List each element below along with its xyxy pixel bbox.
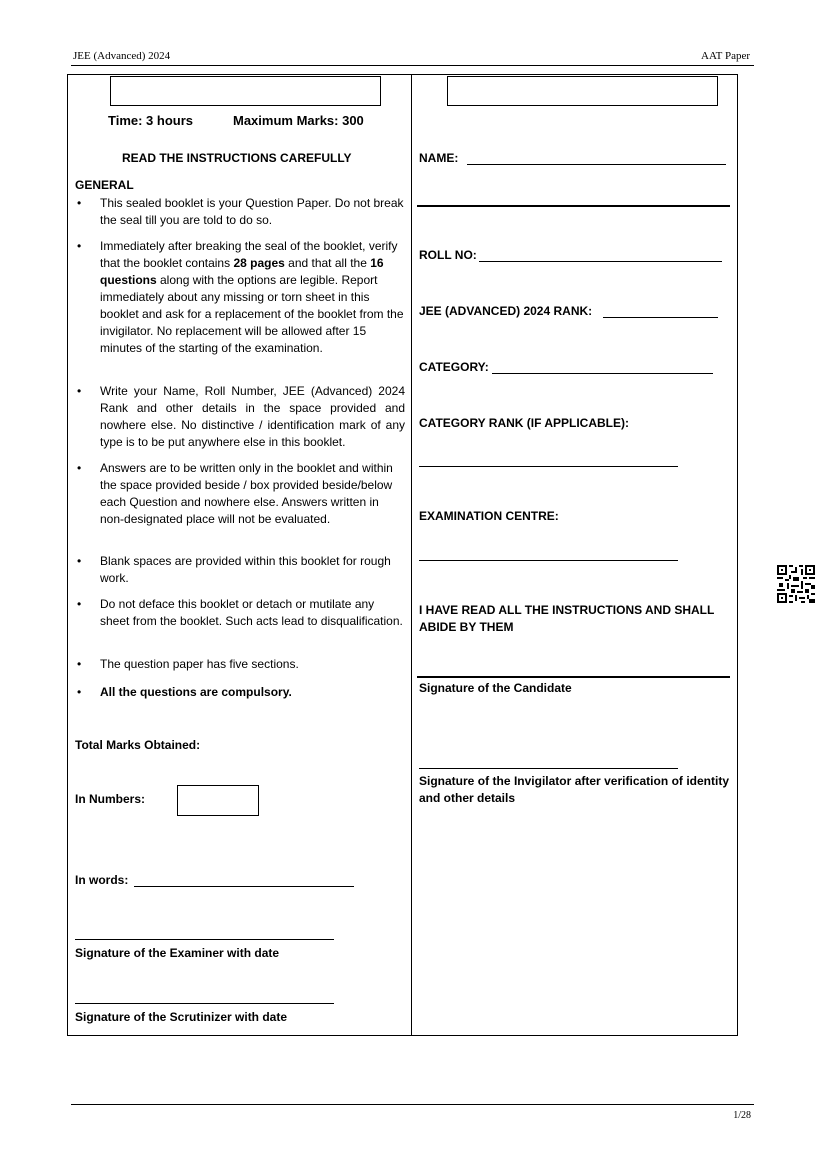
max-marks-label: Maximum Marks: 300 (233, 113, 364, 128)
bullet-marker: • (77, 384, 82, 398)
roll-no-label: ROLL NO: (419, 248, 477, 262)
instruction-2 (100, 238, 405, 357)
instruction-2-part-c: along with the options are legible. Report immediately about any missing or torn sheet in this booklet and ask for a replacement of the booklet from the invigilator. No replacement will be allowed after 15 minutes of the starting of the examination. (100, 273, 404, 355)
instruction-2-questions: 16 questions (100, 256, 384, 287)
declaration-text: I HAVE READ ALL THE INSTRUCTIONS AND SHALL ABIDE BY THEM (419, 603, 715, 634)
column-divider (411, 74, 412, 1035)
name-label: NAME: (419, 151, 459, 165)
instruction-1: This sealed booklet is your Question Paper. Do not break the seal till you are told to do so. (100, 196, 404, 227)
footer-rule (71, 1104, 754, 1105)
category-line[interactable] (492, 373, 713, 374)
instruction-2-part-a: Immediately after breaking the seal of the booklet, verify that the booklet contains (100, 239, 398, 270)
candidate-signature-line[interactable] (417, 676, 730, 678)
bullet-marker: • (77, 239, 82, 253)
instruction-5: Blank spaces are provided within this booklet for rough work. (100, 554, 391, 585)
paper-code-box[interactable] (110, 76, 381, 106)
in-numbers-label: In Numbers: (75, 792, 146, 806)
instruction-4: Answers are to be written only in the booklet and within the space provided beside / box provided beside/below each Question and nowhere else. Answers written in non-designated place will not be evaluated. (100, 461, 393, 526)
total-marks-label: Total Marks Obtained: (75, 738, 201, 752)
invigilator-signature-line[interactable] (419, 768, 678, 769)
category-rank-label: CATEGORY RANK (IF APPLICABLE): (419, 416, 629, 430)
general-heading: GENERAL (75, 178, 134, 192)
category-label: CATEGORY: (419, 360, 489, 374)
page-number: 1/28 (733, 1110, 751, 1121)
roll-no-line[interactable] (479, 261, 722, 262)
roll-number-box[interactable] (447, 76, 718, 106)
exam-centre-label: EXAMINATION CENTRE: (419, 509, 559, 523)
instruction-7: The question paper has five sections. (100, 657, 299, 671)
bullet-marker: • (77, 597, 82, 611)
instruction-2-part-b: and that all the (284, 256, 371, 270)
name-line-2[interactable] (417, 205, 730, 207)
exam-centre-line[interactable] (419, 560, 678, 561)
header-rule (71, 65, 754, 66)
bullet-marker: • (77, 657, 82, 671)
rank-label: JEE (ADVANCED) 2024 RANK: (419, 304, 593, 318)
header-right: AAT Paper (701, 50, 750, 62)
instruction-3: Write your Name, Roll Number, JEE (Advanced) 2024 Rank and other details in the space provided and nowhere else. No distinctive / identification mark of any type is to be put anywhere else in this booklet. (100, 384, 405, 449)
qr-code-icon (777, 565, 815, 603)
read-instructions-heading: READ THE INSTRUCTIONS CAREFULLY (122, 151, 352, 165)
time-label: Time: 3 hours (108, 113, 194, 128)
name-line[interactable] (467, 164, 726, 165)
bullet-marker: • (77, 554, 82, 568)
bullet-marker: • (77, 196, 82, 210)
header-left: JEE (Advanced) 2024 (73, 50, 171, 62)
in-words-label: In words: (75, 873, 129, 887)
candidate-signature-label: Signature of the Candidate (419, 681, 572, 695)
bullet-marker: • (77, 685, 82, 699)
rank-line[interactable] (603, 317, 718, 318)
category-rank-line[interactable] (419, 466, 678, 467)
instruction-2-pages: 28 pages (233, 256, 285, 270)
examiner-signature-line[interactable] (75, 939, 334, 940)
scrutinizer-signature-label: Signature of the Scrutinizer with date (75, 1010, 288, 1024)
instruction-6: Do not deface this booklet or detach or mutilate any sheet from the booklet. Such acts lead to disqualification. (100, 597, 403, 628)
examiner-signature-label: Signature of the Examiner with date (75, 946, 280, 960)
marks-in-numbers-box[interactable] (177, 785, 259, 816)
invigilator-signature-label: Signature of the Invigilator after verification of identity and other details (419, 774, 729, 805)
instruction-8: All the questions are compulsory. (100, 685, 292, 699)
in-words-line[interactable] (134, 886, 354, 887)
scrutinizer-signature-line[interactable] (75, 1003, 334, 1004)
bullet-marker: • (77, 461, 82, 475)
